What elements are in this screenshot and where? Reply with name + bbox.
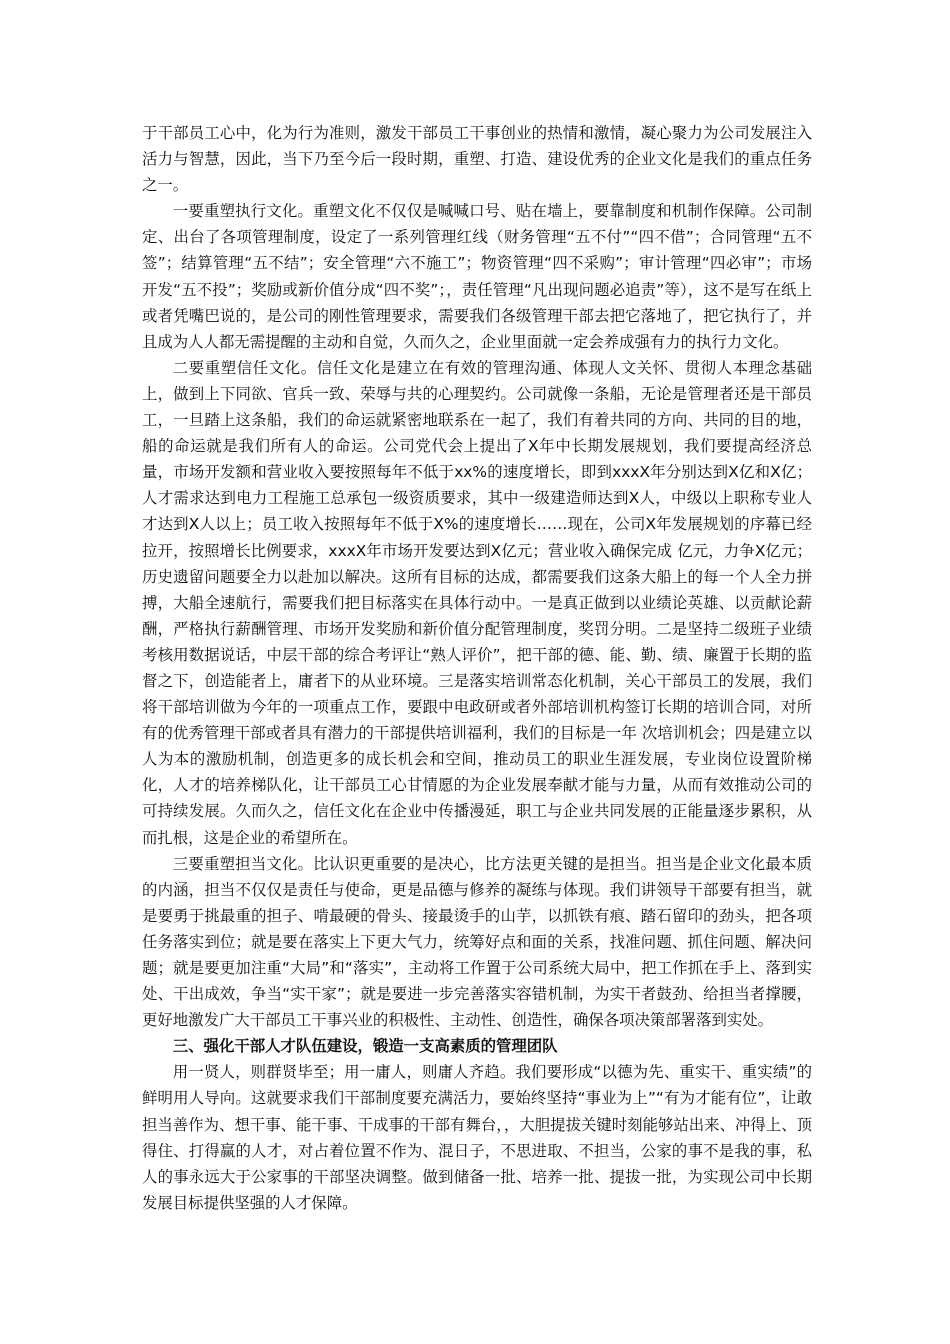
section-heading: 三、强化干部人才队伍建设，锻造一支高素质的管理团队 bbox=[172, 1037, 558, 1056]
paragraph-talent-team: 用一贤人，则群贤毕至；用一庸人，则庸人齐趋。我们要形成“以德为先、重实干、重实绩”的鲜明用人导向。这就要求我们干部制度要充满活力，要始终坚持“事业为上”“有为才能有位”，让敢担当善作为、想干事、能干事、干成事的干部有舞台，，大胆提拔关键时刻能够站出来、冲得上、顶得住、打得赢的人才，对占着位置不作为、混日子，不思进取、不担当，公家的事不是我的事，私人的事永远大于公家事的干部坚决调整。做到储备一批、培养一批、提拔一批，为实现公司中长期发展目标提供坚强的人才保障。 bbox=[142, 1063, 812, 1212]
paragraph-trust-culture: 二要重塑信任文化。信任文化是建立在有效的管理沟通、体现人文关怀、贯彻人本理念基础上，做到上下同欲、官兵一致、荣辱与共的心理契约。公司就像一条船，无论是管理者还是干部员工，一旦踏上这条船，我们的命运就紧密地联系在一起了，我们有着共同的方向、共同的目的地，船的命运就是我们所有人的命运。公司党代会上提出了X年中长期发展规划，我们要提高经济总量，市场开发额和营业收入要按照每年不低于xx%的速度增长，即到xxxX年分别达到X亿和X亿；人才需求达到电力工程施工总承包一级资质要求，其中一级建造师达到X人，中级以上职称专业人才达到X人以上；员工收入按照每年不低于X%的速度增长……现在，公司X年发展规划的序幕已经拉开，按照增长比例要求，xxxX年市场开发要达到X亿元；营业收入确保完成 亿元，力争X亿元；历史遗留问题要全力以赴加以解决。这所有目标的达成，都需要我们这条大船上的每一个人全力拼搏，大船全速航行，需要我们把目标落实在具体行动中。一是真正做到以业绩论英雄、以贡献论薪酬，严格执行薪酬管理、市场开发奖励和新价值分配管理制度，奖罚分明。二是坚持二级班子业绩考核用数据说话，中层干部的综合考评让“熟人评价”，把干部的德、能、勤、绩、廉置于长期的监督之下，创造能者上，庸者下的从业环境。三是落实培训常态化机制，关心干部员工的发展，我们将干部培训做为今年的一项重点工作，要跟中电政研或者外部培训机构签订长期的培训合同，对所有的优秀管理干部或者具有潜力的干部提供培训福利，我们的目标是一年 次培训机会；四是建立以人为本的激励机制，创造更多的成长机会和空间，推动员工的职业生涯发展，专业岗位设置阶梯化，人才的培养梯队化，让干部员工心甘情愿的为企业发展奉献才能与力量，从而有效推动公司的可持续发展。久而久之，信任文化在企业中传播漫延，职工与企业共同发展的正能量逐步累积，从而扎根，这是企业的希望所在。 bbox=[142, 358, 812, 847]
paragraph-execution-culture: 一要重塑执行文化。重塑文化不仅仅是喊喊口号、贴在墙上，要靠制度和机制作保障。公司制定、出台了各项管理制度，设定了一系列管理红线（财务管理“五不付”“四不借”；合同管理“五不签”；结算管理“五不结”；安全管理“六不施工”；物资管理“四不采购”；审计管理“四必审”；市场开发“五不投”；奖励或新价值分成“四不奖”；，责任管理“凡出现问题必追责”等），这不是写在纸上或者凭嘴巴说的，是公司的刚性管理要求，需要我们各级管理干部去把它落地了，把它执行了，并且成为人人都无需提醒的主动和自觉，久而久之，企业里面就一定会养成强有力的执行力文化。 bbox=[142, 202, 812, 351]
document-page bbox=[142, 120, 812, 1216]
paragraph-responsibility-culture: 三要重塑担当文化。比认识更重要的是决心，比方法更关键的是担当。担当是企业文化最本质的内涵，担当不仅仅是责任与使命，更是品德与修养的凝练与体现。我们讲领导干部要有担当，就是要勇于挑最重的担子、啃最硬的骨头、接最烫手的山芋，以抓铁有痕、踏石留印的劲头，把各项任务落实到位；就是要在落实上下更大气力，统筹好点和面的关系，找准问题、抓住问题、解决问题；就是要更加注重“大局”和“落实”，主动将工作置于公司系统大局中，把工作抓在手上、落到实处、干出成效，争当“实干家”；就是要进一步完善落实容错机制，为实干者鼓劲、给担当者撑腰，更好地激发广大干部员工干事兴业的积极性、主动性、创造性，确保各项决策部署落到实处。 bbox=[142, 854, 812, 1030]
paragraph-intro: 于干部员工心中，化为行为准则，激发干部员工干事创业的热情和激情，凝心聚力为公司发展注入活力与智慧，因此，当下乃至今后一段时期，重塑、打造、建设优秀的企业文化是我们的重点任务之一。 bbox=[142, 124, 812, 195]
